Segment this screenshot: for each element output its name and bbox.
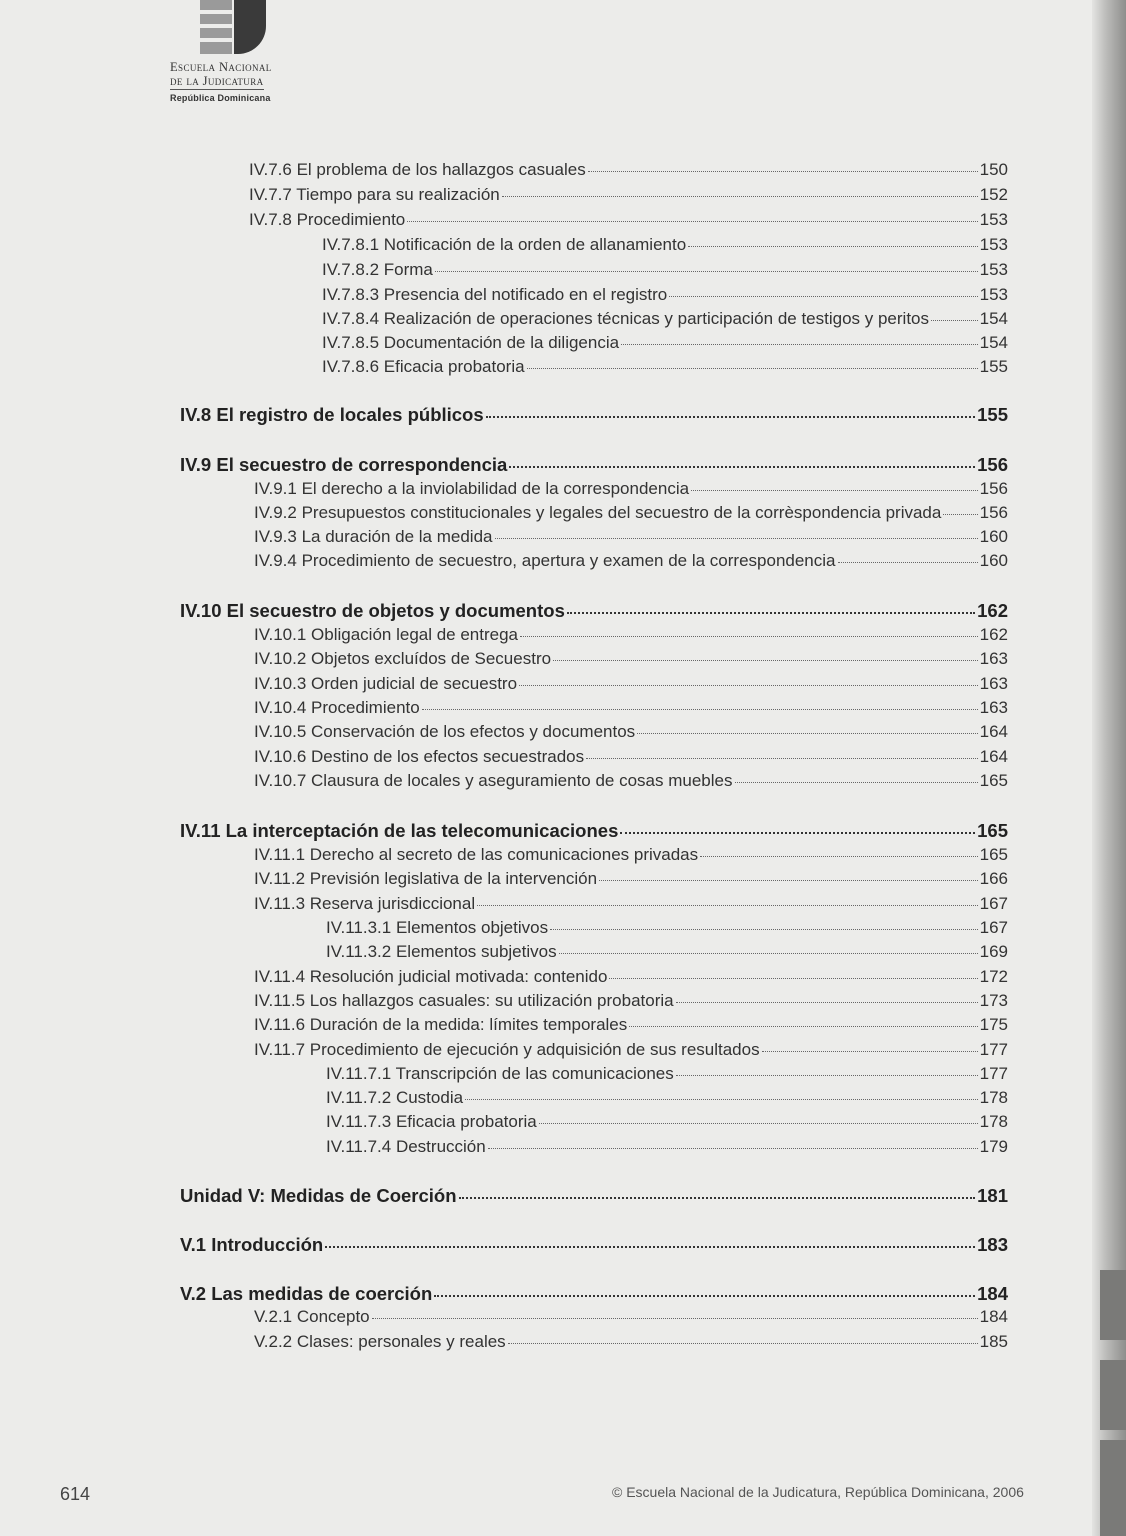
toc-entry-page: 163 [979,698,1008,717]
toc-entry-page: 179 [979,1137,1008,1156]
toc-entry-title: IV.11.5 Los hallazgos casuales: su utilización probatoria [254,991,674,1010]
toc-dot-leader [553,659,978,661]
toc-dot-leader [838,561,978,563]
toc-dot-leader [508,1342,978,1344]
toc-entry [249,210,1008,230]
toc-entry-page: 177 [979,1040,1008,1059]
toc-entry-title: IV.7.8.6 Eficacia probatoria [322,357,525,376]
toc-entry-page: 152 [979,185,1008,204]
page-edge-shadow [1092,0,1126,1536]
toc-entry-title: IV.10 El secuestro de objetos y documentos [180,600,565,621]
toc-entry-title: IV.11.3.2 Elementos subjetivos [326,942,557,961]
toc-entry-title: IV.7.8.4 Realización de operaciones técnicas y participación de testigos y peritos [322,309,930,328]
toc-entry-title: IV.9 El secuestro de correspondencia [180,454,508,475]
toc-entry-title: IV.10.6 Destino de los efectos secuestrados [254,747,585,766]
toc-section-heading [180,454,1008,476]
toc-entry [322,260,1008,280]
toc-entry [254,1307,1008,1327]
toc-entry-page: 155 [977,404,1008,425]
toc-entry-page: 153 [979,235,1008,254]
toc-dot-leader [762,1050,978,1052]
toc-dot-leader [372,1317,978,1319]
copyright-notice: © Escuela Nacional de la Judicatura, República Dominicana, 2006 [612,1484,1024,1500]
toc-dot-leader [435,270,978,272]
toc-entry-page: 175 [979,1015,1008,1034]
toc-dot-leader [688,245,977,247]
toc-dot-leader [459,1196,976,1199]
toc-entry-title: V.2.2 Clases: personales y reales [254,1332,506,1351]
toc-entry-title: IV.7.8 Procedimiento [249,210,406,229]
toc-entry-title: IV.8 El registro de locales públicos [180,404,484,425]
toc-entry-page: 177 [979,1064,1008,1083]
toc-section-heading [180,600,1008,622]
toc-dot-leader [550,928,978,930]
toc-entry-title: V.2.1 Concepto [254,1307,370,1326]
toc-entry-page: 172 [979,967,1008,986]
toc-entry-page: 150 [979,160,1008,179]
toc-dot-leader [488,1147,978,1149]
toc-entry [254,894,1008,914]
toc-entry [254,991,1008,1011]
toc-dot-leader [588,170,978,172]
toc-entry-page: 154 [979,309,1008,328]
toc-entry-title: IV.9.3 La duración de la medida [254,527,493,546]
page-edge-band [1100,1360,1126,1430]
toc-entry-title: V.1 Introducción [180,1234,324,1255]
toc-entry-page: 154 [979,333,1008,352]
toc-entry [322,333,1008,353]
toc-section-heading [180,1185,1008,1207]
toc-dot-leader [559,952,978,954]
toc-dot-leader [943,513,977,515]
toc-entry [322,235,1008,255]
toc-entry-page: 155 [979,357,1008,376]
toc-entry [322,285,1008,305]
toc-entry-page: 160 [979,551,1008,570]
toc-entry [326,918,1008,938]
toc-dot-leader [599,879,978,881]
toc-entry-page: 181 [977,1185,1008,1206]
toc-entry-page: 169 [979,942,1008,961]
toc-section-heading [180,404,1008,426]
toc-entry [254,869,1008,889]
toc-entry-title: IV.11.7 Procedimiento de ejecución y adquisición de sus resultados [254,1040,760,1059]
toc-dot-leader [621,343,978,345]
page-edge-band [1100,1270,1126,1340]
toc-entry [249,185,1008,205]
toc-entry-page: 165 [979,771,1008,790]
toc-entry-page: 166 [979,869,1008,888]
toc-entry [254,479,1008,499]
toc-dot-leader [676,1001,978,1003]
toc-dot-leader [691,489,978,491]
toc-entry [322,309,1008,329]
toc-entry-title: IV.7.8.3 Presencia del notificado en el registro [322,285,668,304]
toc-section-heading [180,1283,1008,1305]
toc-entry [254,845,1008,865]
logo-line-1: Escuela Nacional [170,60,272,74]
toc-entry-title: IV.7.8.2 Forma [322,260,433,279]
toc-entry [254,551,1008,571]
toc-entry [254,747,1008,767]
toc-dot-leader [629,1025,977,1027]
toc-entry [254,503,1008,523]
toc-entry-title: IV.11.3 Reserva jurisdiccional [254,894,476,913]
toc-dot-leader [700,855,977,857]
toc-section-heading [180,1234,1008,1256]
toc-entry-page: 153 [979,285,1008,304]
toc-entry-title: IV.10.2 Objetos excluídos de Secuestro [254,649,552,668]
toc-dot-leader [669,295,977,297]
toc-entry [254,1040,1008,1060]
toc-entry-title: IV.11.4 Resolución judicial motivada: contenido [254,967,608,986]
toc-entry [254,527,1008,547]
toc-entry-page: 160 [979,527,1008,546]
toc-entry-title: IV.11.3.1 Elementos objetivos [326,918,549,937]
toc-entry [254,1015,1008,1035]
toc-entry-page: 165 [977,820,1008,841]
toc-entry-page: 167 [979,918,1008,937]
toc-dot-leader [495,537,978,539]
toc-entry-page: 164 [979,747,1008,766]
toc-entry [254,771,1008,791]
toc-entry-title: IV.11.1 Derecho al secreto de las comunicaciones privadas [254,845,699,864]
page-number: 614 [60,1484,91,1504]
toc-dot-leader [520,635,978,637]
toc-entry [326,942,1008,962]
toc-entry-page: 165 [979,845,1008,864]
toc-entry [254,698,1008,718]
logo-country: República Dominicana [170,93,271,103]
toc-dot-leader [620,831,975,834]
toc-dot-leader [434,1294,975,1297]
toc-dot-leader [465,1098,978,1100]
toc-entry-title: IV.9.2 Presupuestos constitucionales y legales del secuestro de la corrèspondencia privada [254,503,942,522]
toc-entry-page: 153 [979,260,1008,279]
toc-dot-leader [477,904,978,906]
toc-entry-title: IV.10.4 Procedimiento [254,698,420,717]
toc-entry-page: 156 [977,454,1008,475]
toc-dot-leader [567,611,975,614]
toc-dot-leader [486,415,975,418]
toc-entry-page: 178 [979,1088,1008,1107]
toc-dot-leader [519,684,978,686]
toc-entry [322,357,1008,377]
toc-dot-leader [509,465,975,468]
logo-text [170,60,320,90]
toc-entry-title: IV.7.7 Tiempo para su realización [249,185,500,204]
toc-entry-page: 173 [979,991,1008,1010]
toc-dot-leader [586,757,977,759]
toc-entry-page: 162 [979,625,1008,644]
toc-dot-leader [539,1122,978,1124]
toc-entry-title: IV.11.7.2 Custodia [326,1088,464,1107]
toc-entry-title: IV.11.7.1 Transcripción de las comunicaciones [326,1064,674,1083]
toc-entry [254,967,1008,987]
toc-entry [249,160,1008,180]
toc-entry-title: IV.9.4 Procedimiento de secuestro, apertura y examen de la correspondencia [254,551,836,570]
toc-entry-page: 185 [979,1332,1008,1351]
toc-entry-page: 156 [979,503,1008,522]
toc-entry-page: 153 [979,210,1008,229]
toc-dot-leader [637,732,977,734]
toc-entry-title: IV.11 La interceptación de las telecomunicaciones [180,820,619,841]
toc-entry [326,1112,1008,1132]
toc-entry [326,1064,1008,1084]
toc-dot-leader [325,1245,975,1248]
toc-entry-page: 156 [979,479,1008,498]
page-edge-band [1100,1440,1126,1536]
toc-entry-page: 167 [979,894,1008,913]
toc-dot-leader [931,319,978,321]
toc-entry-title: IV.11.7.3 Eficacia probatoria [326,1112,537,1131]
toc-entry-title: IV.10.1 Obligación legal de entrega [254,625,519,644]
toc-dot-leader [735,781,978,783]
toc-entry-title: IV.7.8.5 Documentación de la diligencia [322,333,620,352]
toc-dot-leader [502,195,978,197]
toc-entry-page: 163 [979,674,1008,693]
toc-entry-title: IV.9.1 El derecho a la inviolabilidad de la correspondencia [254,479,690,498]
toc-entry-title: IV.10.5 Conservación de los efectos y documentos [254,722,636,741]
toc-entry-title: V.2 Las medidas de coerción [180,1283,433,1304]
toc-entry [254,674,1008,694]
toc-entry-title: IV.10.7 Clausura de locales y aseguramiento de cosas muebles [254,771,733,790]
toc-dot-leader [407,220,977,222]
toc-entry-page: 178 [979,1112,1008,1131]
logo-line-2: de la Judicatura [170,74,264,88]
toc-entry [254,722,1008,742]
toc-entry [326,1088,1008,1108]
toc-entry-page: 184 [979,1307,1008,1326]
toc-dot-leader [527,367,978,369]
toc-entry-title: IV.7.6 El problema de los hallazgos casuales [249,160,586,179]
toc-entry [254,649,1008,669]
toc-entry [254,625,1008,645]
toc-entry-page: 163 [979,649,1008,668]
toc-entry-title: IV.11.6 Duración de la medida: límites temporales [254,1015,628,1034]
toc-entry-title: Unidad V: Medidas de Coerción [180,1185,457,1206]
toc-entry-title: IV.11.2 Previsión legislativa de la intervención [254,869,598,888]
toc-entry-title: IV.11.7.4 Destrucción [326,1137,486,1156]
toc-dot-leader [676,1074,978,1076]
toc-dot-leader [609,977,977,979]
toc-entry-page: 162 [977,600,1008,621]
toc-entry-title: IV.7.8.1 Notificación de la orden de allanamiento [322,235,687,254]
institution-logo [170,0,320,103]
toc-entry-page: 164 [979,722,1008,741]
toc-entry-page: 184 [977,1283,1008,1304]
toc-entry-title: IV.10.3 Orden judicial de secuestro [254,674,518,693]
toc-entry-page: 183 [977,1234,1008,1255]
logo-emblem-icon [200,0,266,54]
toc-section-heading [180,820,1008,842]
toc-entry [254,1332,1008,1352]
toc-dot-leader [422,708,978,710]
toc-entry [326,1137,1008,1157]
